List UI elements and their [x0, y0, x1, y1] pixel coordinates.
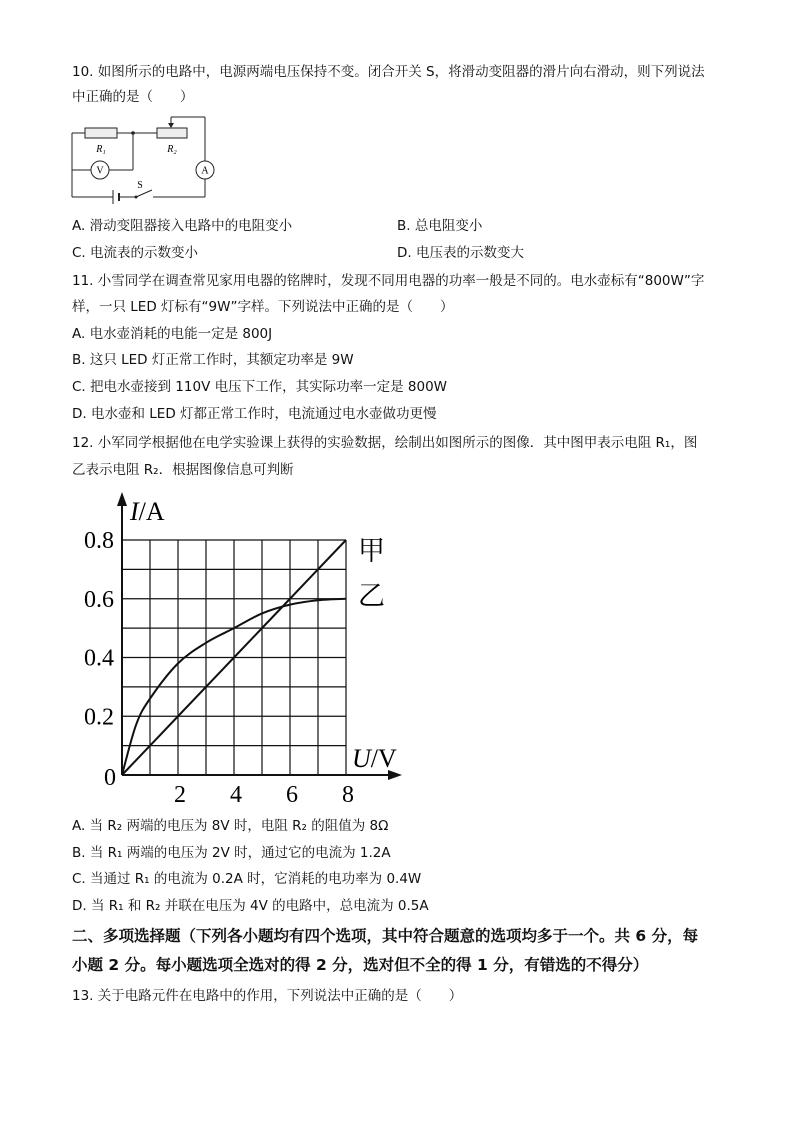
circuit-diagram: [60, 108, 220, 208]
q11-option-a: A. 电水壶消耗的电能一定是 800J: [72, 326, 273, 342]
y-axis-arrowhead: [117, 492, 127, 506]
series-label-1: 甲: [358, 536, 385, 566]
q10-stem-line-1: 10. 如图所示的电路中，电源两端电压保持不变。闭合开关 S，将滑动变阻器的滑片向右滑动，则下列说法: [72, 64, 705, 80]
section2-heading-line-2: 小题 2 分。每小题选项全选对的得 2 分，选对但不全的得 1 分，有错选的不得分）: [72, 956, 649, 974]
q12-stem-line-1: 12. 小军同学根据他在电学实验课上获得的实验数据，绘制出如图所示的图像．其中图甲表示电阻 R₁，图: [72, 435, 698, 451]
q11-option-b: B. 这只 LED 灯正常工作时，其额定功率是 9W: [72, 352, 354, 368]
y-tick-label: 0.8: [84, 528, 114, 554]
q11-stem-line-1: 11. 小雪同学在调查常见家用电器的铭牌时，发现不同用电器的功率一般是不同的。电水壶标有“800W”字: [72, 273, 705, 289]
q12-stem-line-2: 乙表示电阻 R₂．根据图像信息可判断: [72, 462, 294, 478]
q12-option-a: A. 当 R₂ 两端的电压为 8V 时，电阻 R₂ 的阻值为 8Ω: [72, 818, 389, 834]
x-tick-label: 4: [230, 782, 242, 808]
x-tick-label: 8: [342, 782, 354, 808]
q11-option-c: C. 把电水壶接到 110V 电压下工作，其实际功率一定是 800W: [72, 379, 448, 395]
q12-option-b: B. 当 R₁ 两端的电压为 2V 时，通过它的电流为 1.2A: [72, 845, 391, 861]
r1-label: R₁: [96, 144, 106, 155]
rheostat-r2: [157, 128, 187, 138]
r2-label: R₂: [167, 144, 177, 155]
switch-label: S: [137, 180, 143, 191]
series-label-2: 乙: [358, 580, 385, 611]
slider-arrowhead: [168, 123, 174, 128]
q10-option-b: B. 总电阻变小: [397, 218, 483, 234]
q11-option-d: D. 电水壶和 LED 灯都正常工作时，电流通过电水壶做功更慢: [72, 406, 437, 422]
x-axis-label-variable: U: [352, 744, 371, 773]
x-axis-label: [352, 744, 397, 773]
iv-chart: [70, 490, 410, 810]
y-axis-label-unit: /A: [138, 497, 165, 526]
switch-lever: [136, 190, 152, 197]
q12-option-d: D. 当 R₁ 和 R₂ 并联在电压为 4V 的电路中，总电流为 0.5A: [72, 898, 429, 914]
y-axis-label-variable: I: [130, 497, 139, 526]
x-axis-label-unit: /V: [370, 744, 397, 773]
x-tick-label: 2: [174, 782, 186, 808]
origin-label: 0: [104, 765, 116, 791]
q13-stem-line-1: 13. 关于电路元件在电路中的作用，下列说法中正确的是（ ）: [72, 988, 463, 1004]
switch-pivot: [135, 196, 138, 199]
x-tick-label: 6: [286, 782, 298, 808]
junction-dot: [131, 131, 135, 135]
q10-stem-line-2: 中正确的是（ ）: [72, 89, 194, 105]
y-axis-label: [129, 497, 165, 526]
q10-option-a: A. 滑动变阻器接入电路中的电阻变小: [72, 218, 293, 234]
section2-heading-line-1: 二、多项选择题（下列各小题均有四个选项，其中符合题意的选项均多于一个。共 6 分，每: [72, 927, 699, 945]
ammeter-label: A: [201, 165, 209, 177]
q10-option-d: D. 电压表的示数变大: [397, 245, 524, 261]
voltmeter-label: V: [96, 165, 104, 177]
y-tick-label: 0.4: [84, 645, 114, 672]
q10-option-c: C. 电流表的示数变小: [72, 245, 199, 261]
q11-stem-line-2: 样，一只 LED 灯标有“9W”字样。下列说法中正确的是（ ）: [72, 299, 454, 315]
resistor-r1: [85, 128, 117, 138]
q12-option-c: C. 当通过 R₁ 的电流为 0.2A 时，它消耗的电功率为 0.4W: [72, 871, 422, 887]
y-tick-label: 0.2: [84, 704, 114, 731]
y-tick-label: 0.6: [84, 586, 114, 613]
